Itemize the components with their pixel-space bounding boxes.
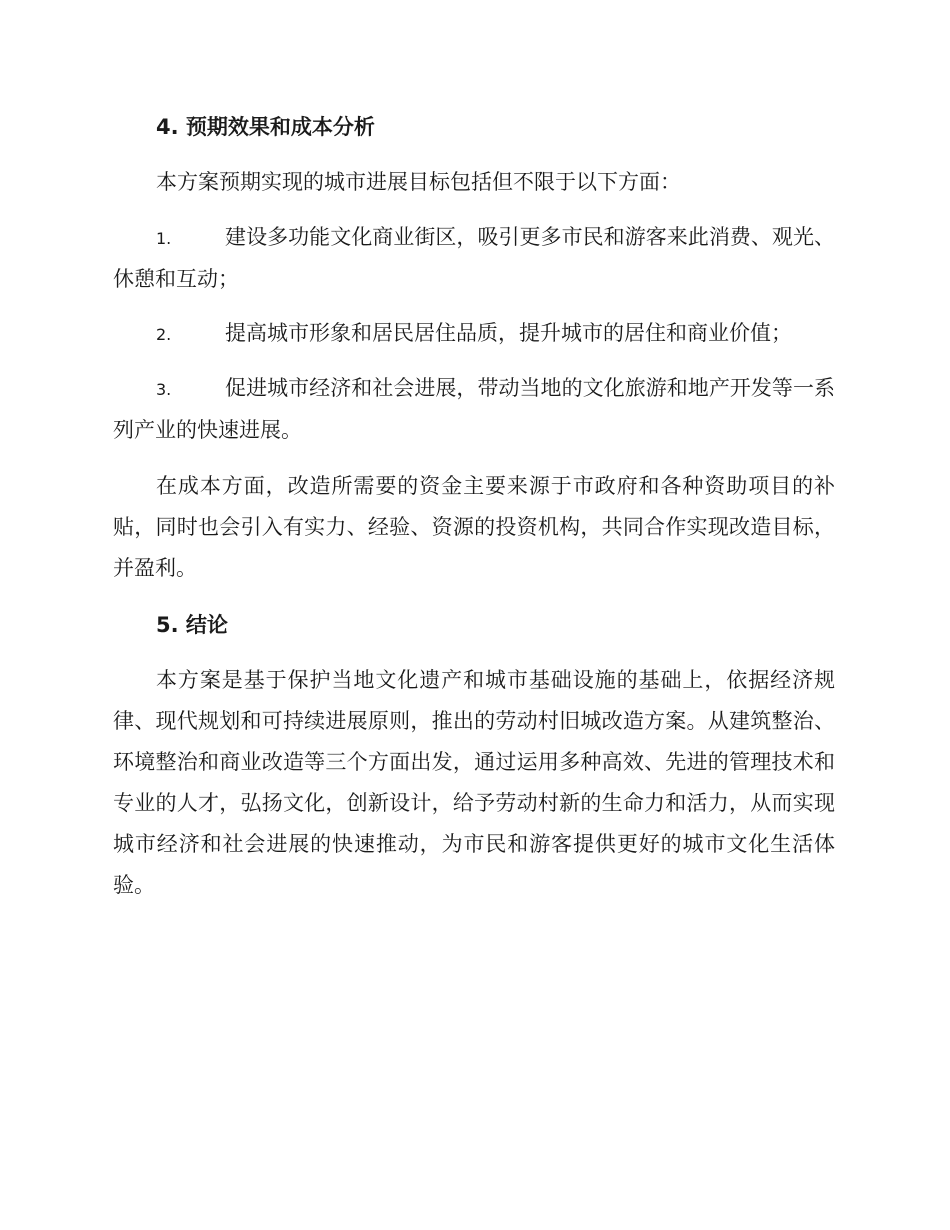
- section-5-body: 本方案是基于保护当地文化遗产和城市基础设施的基础上，依据经济规律、现代规划和可持续进展原则，推出的劳动村旧城改造方案。从建筑整治、环境整治和商业改造等三个方面出发，通过运用多种高效、先进的管理技术和专业的人才，弘扬文化，创新设计，给予劳动村新的生命力和活力，从而实现城市经济和社会进展的快速推动，为市民和游客提供更好的城市文化生活体验。: [113, 668, 835, 897]
- list-item-1: [113, 217, 835, 300]
- list-text-2: 提高城市形象和居民居住品质，提升城市的居住和商业价值；: [225, 321, 792, 345]
- section-4-heading: 4. 预期效果和成本分析: [156, 115, 375, 139]
- list-item-2: [113, 313, 835, 355]
- list-text-3: 促进城市经济和社会进展，带动当地的文化旅游和地产开发等一系列产业的快速进展。: [113, 376, 835, 442]
- list-number-1: 1.: [156, 229, 172, 248]
- list-number-3: 3.: [156, 380, 172, 399]
- list-item-3: [113, 368, 835, 451]
- section-4-intro: 本方案预期实现的城市进展目标包括但不限于以下方面：: [156, 170, 681, 194]
- list-number-2: 2.: [156, 325, 172, 344]
- list-text-1: 建设多功能文化商业街区，吸引更多市民和游客来此消费、观光、休憩和互动；: [113, 225, 835, 291]
- section-5-heading: 5. 结论: [156, 613, 228, 637]
- section-4-cost-paragraph: 在成本方面，改造所需要的资金主要来源于市政府和各种资助项目的补贴，同时也会引入有实力、经验、资源的投资机构，共同合作实现改造目标，并盈利。: [113, 474, 835, 580]
